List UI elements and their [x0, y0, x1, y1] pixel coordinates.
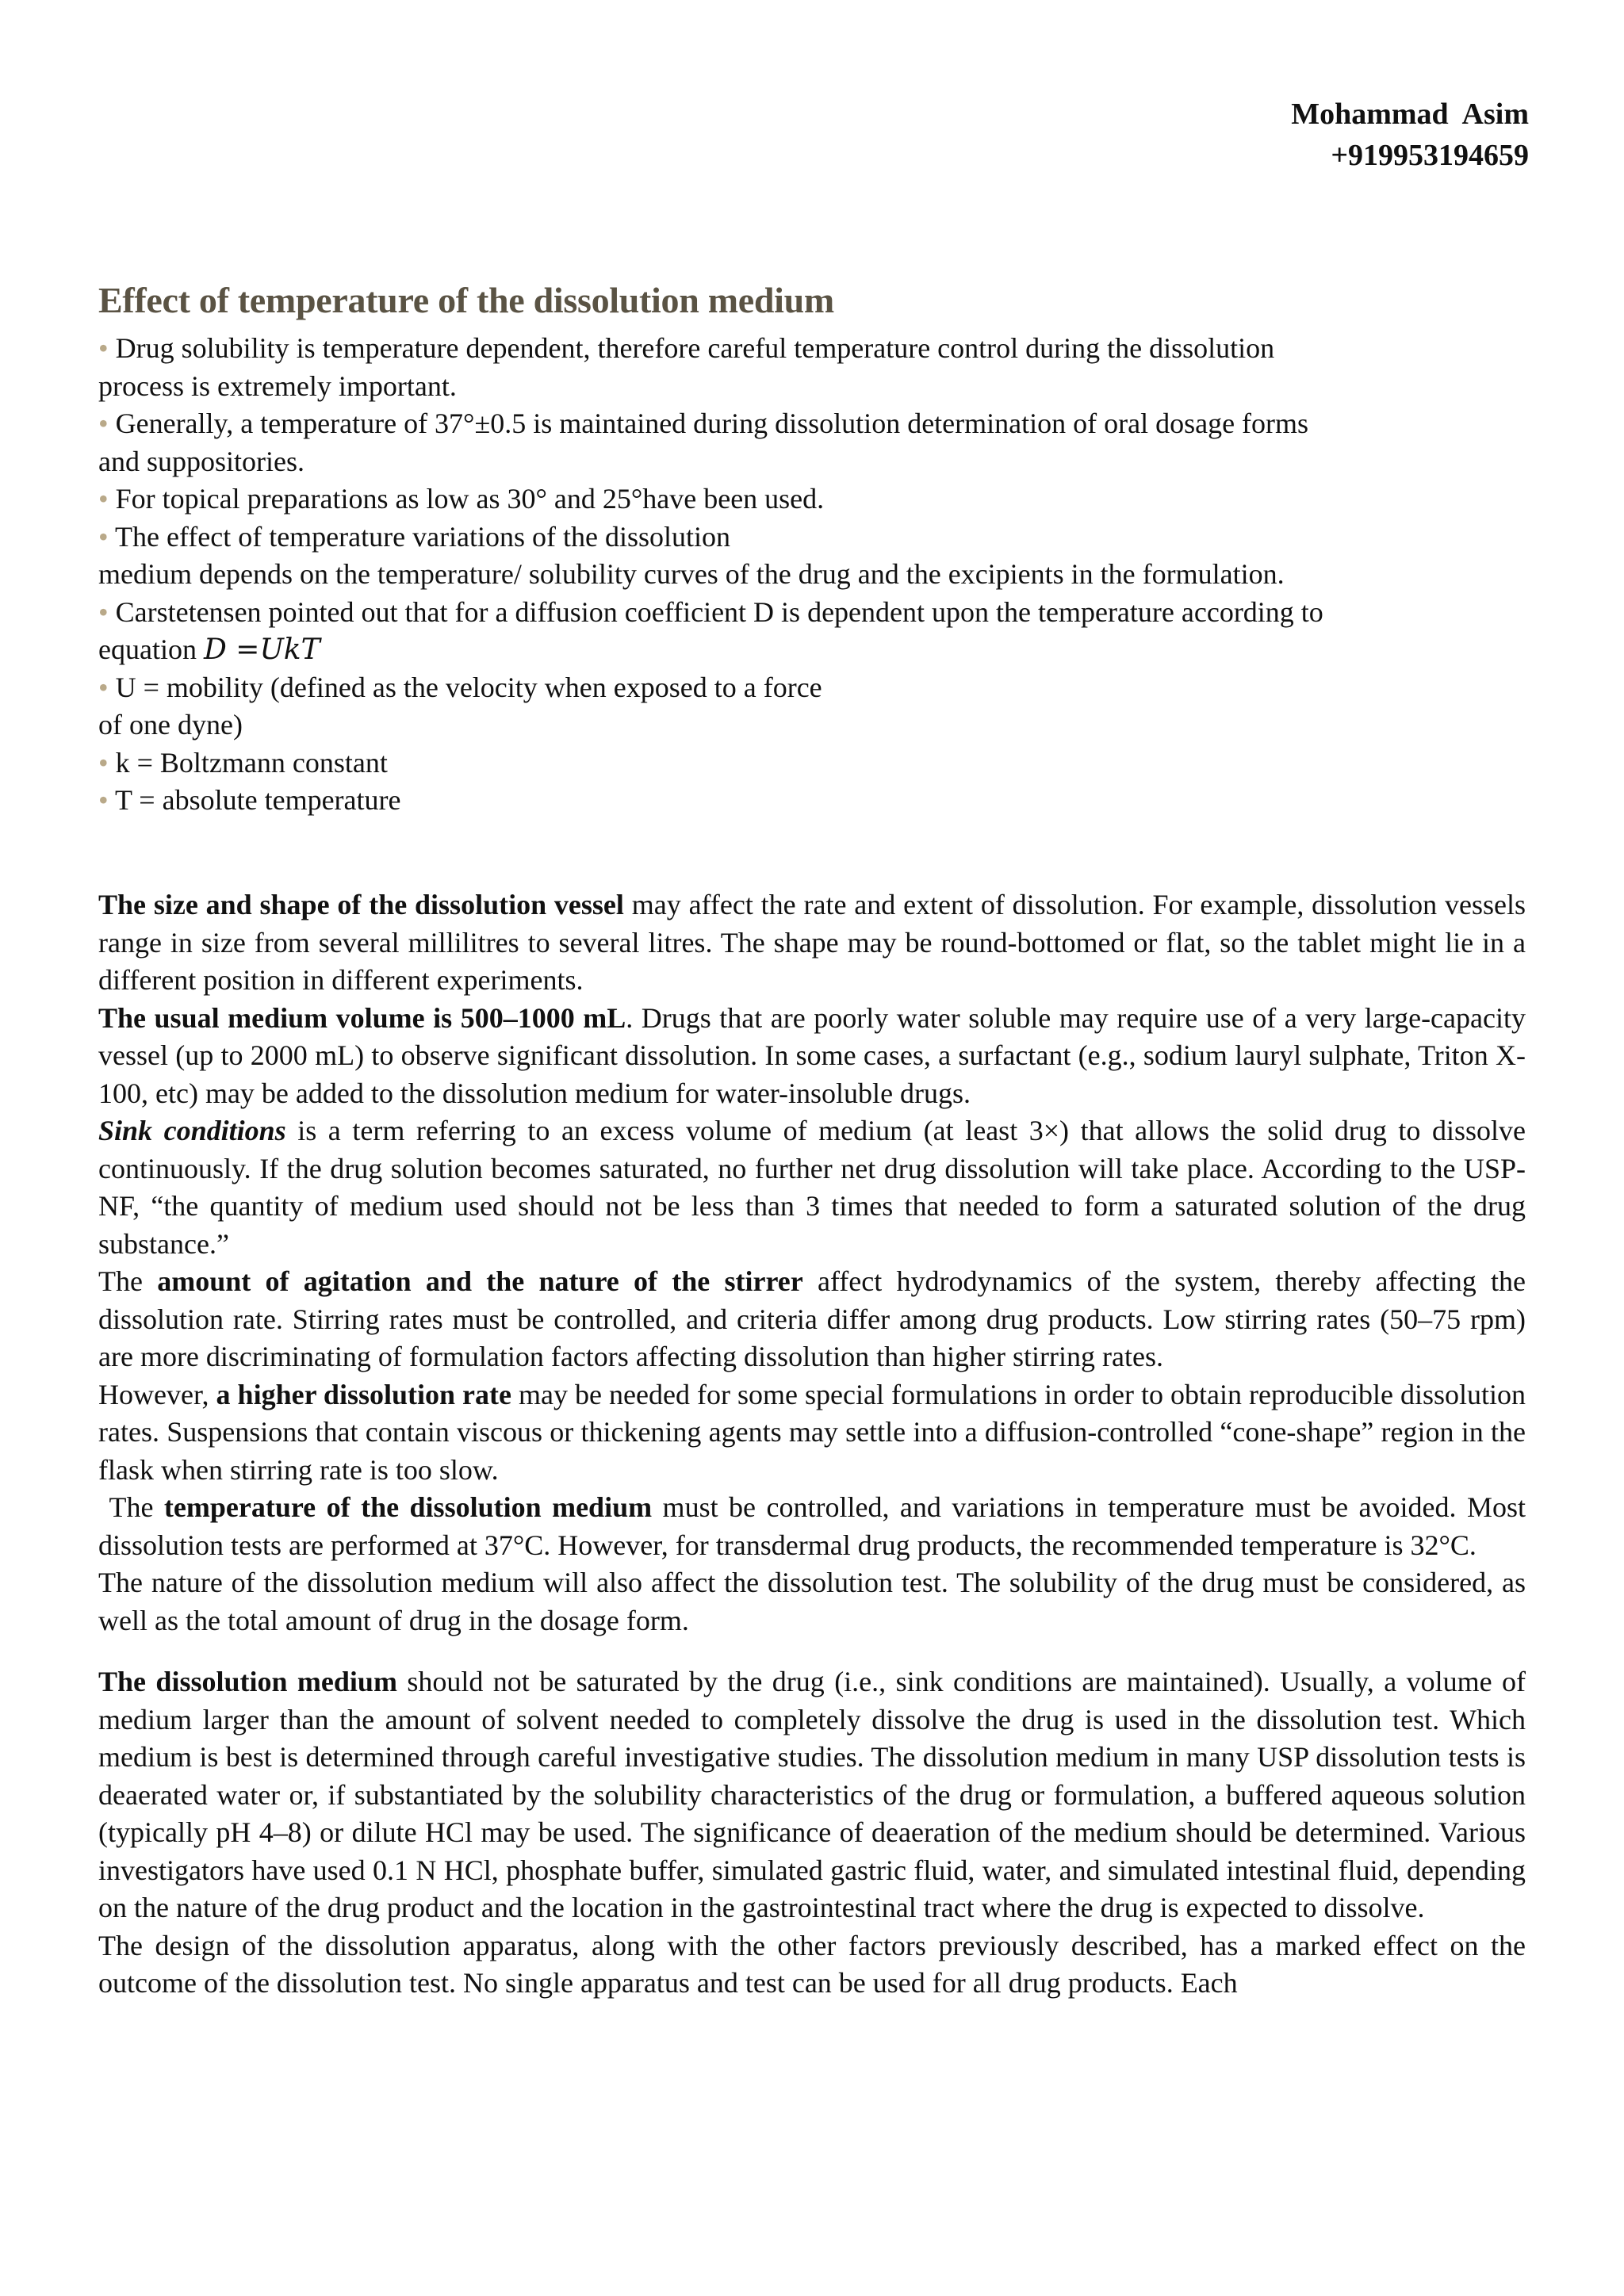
bold-phrase: The usual medium volume is 500–1000 mL [98, 1001, 626, 1034]
paragraph-text: may be needed for some special formulations in order to obtain reproducible dissolution rates. Suspensions that contain viscous or thickening agents may settle into a diffusion-controlled “cone-shape” region in the flask when stirring rate is too slow. [98, 1378, 1526, 1486]
bullet-continuation [98, 631, 1526, 669]
bullet-item [98, 330, 1526, 368]
bullet-item [98, 782, 1526, 820]
bullet-marker: • [98, 332, 109, 364]
equation: D =UkT [203, 633, 320, 666]
bullet-continuation: and suppositories. [98, 445, 304, 477]
section-heading: Effect of temperature of the dissolution medium [98, 280, 834, 320]
paragraph-text: The [98, 1265, 158, 1297]
bullet-text: Drug solubility is temperature dependent, therefore careful temperature control during the dissolution [115, 332, 1275, 364]
bullet-continuation: of one dyne) [98, 709, 243, 740]
bold-phrase: temperature of the dissolution medium [163, 1491, 653, 1523]
paragraph-vessel [98, 886, 1526, 1000]
author-header [1291, 94, 1529, 176]
paragraph-nature: The nature of the dissolution medium will also affect the dissolution test. The solubility of the drug must be considered, as well as the total amount of drug in the dosage form. [98, 1567, 1526, 1636]
bullet-item [98, 519, 1526, 557]
paragraph-text: The [98, 1491, 164, 1523]
paragraph-text: . Drugs that are poorly water soluble may require use of a very large-capacity vessel (up to 2000 mL) to observe significant dissolution. In some cases, a surfactant (e.g., sodium lauryl sulphate, Triton X-100, etc) may be added to the dissolution medium for water-insoluble drugs. [98, 1001, 1526, 1109]
bold-phrase: The dissolution medium [98, 1666, 397, 1697]
bold-phrase: The size and shape of the dissolution vessel [98, 889, 624, 920]
paragraph-text: should not be saturated by the drug (i.e., sink conditions are maintained). Usually, a volume of medium larger than the amount of solvent needed to completely dissolve the drug is used in the dissolution test. Which medium is best is determined through careful investigative studies. The dissolution medium in many USP dissolution tests is deaerated water or, if substantiated by the solubility characteristics of the drug or formulation, a buffered aqueous solution (typically pH 4–8) or dilute HCl may be used. The significance of deaeration of the medium should be determined. Various investigators have used 0.1 N HCl, phosphate buffer, simulated gastric fluid, water, and simulated intestinal fluid, depending on the nature of the drug product and the location in the gastrointestinal tract where the drug is expected to dissolve. [98, 1666, 1526, 1923]
author-name: Mohammad Asim [1291, 98, 1529, 131]
bullet-item [98, 744, 1526, 783]
bullet-marker: • [98, 784, 109, 816]
bullet-item [98, 669, 1526, 707]
paragraph-rate [98, 1376, 1526, 1490]
bold-phrase: a higher dissolution rate [216, 1378, 511, 1410]
bullet-text: U = mobility (defined as the velocity when exposed to a force [115, 671, 822, 703]
paragraph-volume [98, 1000, 1526, 1113]
paragraph-temperature [98, 1489, 1533, 1564]
paragraph-text: may affect the rate and extent of dissolution. For example, dissolution vessels range in size from several millilitres to several litres. The shape may be round-bottomed or flat, so the tablet might lie in a different position in different experiments. [98, 889, 1526, 996]
paragraph-text: affect hydrodynamics of the system, thereby affecting the dissolution rate. Stirring rates must be controlled, and criteria differ among drug products. Low stirring rates (50–75 rpm) are more discriminating of formulation factors affecting dissolution than higher stirring rates. [98, 1265, 1526, 1372]
bullet-marker: • [98, 671, 109, 703]
paragraph-medium [98, 1663, 1526, 1927]
bullet-item [98, 594, 1526, 632]
bullet-item [98, 480, 1526, 519]
bullet-list [98, 330, 1526, 820]
bullet-item [98, 405, 1526, 443]
author-phone: +919953194659 [1331, 139, 1529, 172]
body-text [98, 886, 1533, 2003]
bullet-text: Generally, a temperature of 37°±0.5 is maintained during dissolution determination of oral dosage forms [115, 408, 1309, 439]
bullet-continuation: process is extremely important. [98, 369, 457, 402]
bullet-marker: • [98, 483, 109, 515]
bullet-text: T = absolute temperature [114, 784, 401, 816]
bullet-marker: • [98, 408, 109, 439]
paragraph-agitation [98, 1263, 1526, 1376]
paragraph-text: must be controlled, and variations in temperature must be avoided. Most dissolution tests are performed at 37°C. However, for transdermal drug products, the recommended temperature is 32°C. [98, 1491, 1533, 1561]
bullet-marker: • [98, 746, 109, 779]
bold-italic-phrase: Sink conditions [98, 1115, 286, 1146]
bullet-marker: • [98, 595, 109, 628]
paragraph-text: is a term referring to an excess volume of medium (at least 3×) that allows the solid drug to dissolve continuously. If the drug solution becomes saturated, no further net drug dissolution will take place. According to the USP-NF, “the quantity of medium used should not be less than 3 times that needed to form a saturated solution of the drug substance.” [98, 1115, 1526, 1260]
paragraph-apparatus: The design of the dissolution apparatus, along with the other factors previously described, has a marked effect on the outcome of the dissolution test. No single apparatus and test can be used for all drug products. Each [98, 1929, 1526, 1999]
bullet-marker: • [98, 520, 109, 553]
bullet-text: For topical preparations as low as 30° and 25°have been used. [115, 483, 825, 515]
paragraph-gap [98, 1640, 1526, 1663]
bullet-text: equation [98, 633, 197, 665]
paragraph-text: However, [98, 1378, 216, 1410]
bold-phrase: amount of agitation and the nature of the stirrer [157, 1265, 803, 1297]
bullet-continuation: medium depends on the temperature/ solubility curves of the drug and the excipients in the formulation. [98, 558, 1285, 590]
bullet-text: k = Boltzmann constant [115, 746, 388, 779]
bullet-text: Carstetensen pointed out that for a diffusion coefficient D is dependent upon the temperature according to [115, 595, 1323, 628]
bullet-text: The effect of temperature variations of the dissolution [114, 520, 731, 553]
paragraph-sink [98, 1112, 1526, 1263]
